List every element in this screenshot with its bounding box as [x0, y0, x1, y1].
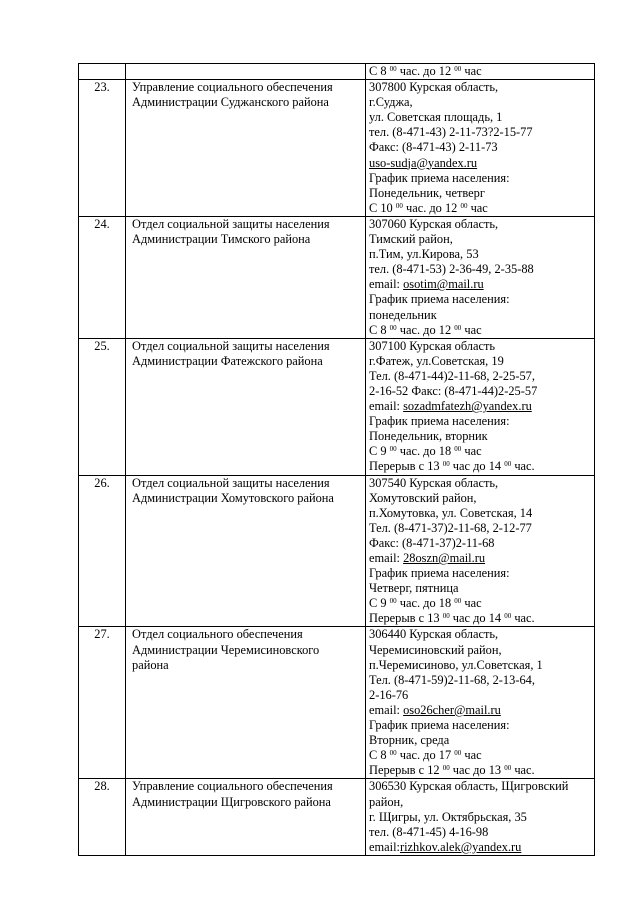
contact-info-line — [369, 491, 591, 506]
contact-text: п.Тим, ул.Кирова, 53 — [369, 247, 479, 262]
superscript-minutes: 00 — [442, 612, 450, 621]
contacts-table — [78, 63, 595, 856]
contact-info-line — [369, 643, 591, 658]
contact-text: С 10 — [369, 200, 396, 215]
contact-text: час. до 17 — [396, 748, 455, 763]
contact-text: час. до 12 — [402, 200, 461, 215]
contact-info-line — [369, 125, 591, 140]
superscript-minutes: 00 — [389, 65, 397, 73]
superscript-minutes: 00 — [454, 445, 462, 454]
contact-info-line — [369, 140, 591, 155]
table-row — [79, 216, 595, 338]
organization-name-line: Администрации Фатежского района — [132, 353, 323, 368]
contact-info-line — [369, 292, 591, 307]
contact-text: г. Щигры, ул. Октябрьская, 35 — [369, 809, 527, 824]
superscript-minutes: 00 — [454, 749, 462, 758]
organization-name-cell — [126, 64, 366, 80]
table-row — [79, 64, 595, 80]
contact-info-cell — [366, 338, 595, 475]
organization-name-line: Администрации Тимского района — [132, 232, 311, 247]
row-number-cell — [79, 627, 126, 779]
contact-text: email: — [369, 551, 404, 565]
contact-text: час до 13 — [449, 763, 505, 778]
superscript-minutes: 00 — [442, 764, 450, 773]
contact-info-line — [369, 566, 591, 581]
superscript-minutes: 00 — [504, 764, 512, 773]
contact-text: email: — [369, 702, 404, 717]
contact-info-line — [369, 369, 591, 384]
contact-text: Черемисиновский район, — [369, 642, 502, 657]
contact-info-line — [369, 596, 591, 611]
contact-text: Перерыв с 13 — [369, 611, 443, 626]
contact-text: Тел. (8-471-59)2-11-68, 2-13-64, — [369, 672, 535, 687]
row-number: 26. — [94, 475, 110, 490]
contact-text: График приема населения: — [369, 414, 510, 429]
contact-text: тел. (8-471-43) 2-11-73?2-15-77 — [369, 125, 533, 140]
row-number-cell — [79, 475, 126, 627]
organization-name-line: Управление социального обеспечения — [132, 80, 333, 95]
contact-info-line — [369, 763, 591, 778]
contact-text: тел. (8-471-53) 2-36-49, 2-35-88 — [369, 262, 534, 277]
contact-info-cell — [366, 475, 595, 627]
contact-info-cell — [366, 64, 595, 80]
contact-info-line — [369, 156, 591, 171]
superscript-minutes: 00 — [460, 201, 468, 210]
contact-info-line — [369, 384, 591, 399]
contact-text: email: — [369, 277, 404, 292]
contact-text: час. — [511, 611, 535, 626]
contact-text: С 8 — [369, 64, 390, 78]
email-link[interactable]: osotim@mail.ru — [403, 277, 484, 292]
contact-text: 2-16-76 — [369, 687, 409, 702]
table-row — [79, 338, 595, 475]
contact-text: График приема населения: — [369, 170, 510, 185]
organization-name-cell — [126, 80, 366, 217]
contact-info-line — [369, 673, 591, 688]
contact-info-line — [369, 536, 591, 551]
contact-info-line — [369, 703, 591, 718]
organization-name-line: Администрации Щигровского района — [132, 794, 331, 809]
contact-text: Тел. (8-471-37)2-11-68, 2-12-77 — [369, 520, 532, 535]
contact-text: С 9 — [369, 444, 390, 459]
contact-info-line — [369, 80, 591, 95]
superscript-minutes: 00 — [454, 65, 462, 73]
contact-text: г.Фатеж, ул.Советская, 19 — [369, 353, 504, 368]
contact-text: 306440 Курская область, — [369, 627, 499, 642]
contact-text: 306530 Курская область, Щигровский — [369, 779, 569, 794]
table-row — [79, 80, 595, 217]
contact-text: email: — [369, 399, 404, 414]
contact-text: Факс: (8-471-43) 2-11-73 — [369, 140, 498, 155]
row-number-cell — [79, 216, 126, 338]
contact-text: час до 14 — [449, 459, 505, 474]
contact-text: п.Черемисиново, ул.Советская, 1 — [369, 657, 543, 672]
superscript-minutes: 00 — [454, 597, 462, 606]
contact-info-line — [369, 201, 591, 216]
contact-info-line — [369, 581, 591, 596]
email-link[interactable]: sozadmfatezh@yandex.ru — [403, 399, 532, 414]
superscript-minutes: 00 — [389, 445, 397, 454]
contact-text: График приема населения: — [369, 566, 510, 581]
contact-text: С 9 — [369, 596, 390, 611]
contact-info-line — [369, 339, 591, 354]
contact-info-line — [369, 611, 591, 626]
contact-text: час — [461, 322, 482, 337]
contact-info-line — [369, 718, 591, 733]
superscript-minutes: 00 — [389, 749, 397, 758]
contact-info-line — [369, 95, 591, 110]
contact-text: 307540 Курская область, — [369, 475, 499, 490]
contact-info-line — [369, 521, 591, 536]
contact-text: час — [461, 64, 482, 78]
contact-info-line — [369, 232, 591, 247]
row-number-cell — [79, 80, 126, 217]
email-link[interactable]: rizhkov.alek@yandex.ru — [399, 839, 522, 854]
contact-text: час — [467, 200, 488, 215]
contact-text: г.Суджа, — [369, 95, 413, 110]
superscript-minutes: 00 — [389, 597, 397, 606]
contact-text: График приема населения: — [369, 292, 510, 307]
organization-name-cell — [126, 627, 366, 779]
superscript-minutes: 00 — [504, 460, 512, 469]
contact-text: п.Хомутовка, ул. Советская, 14 — [369, 505, 533, 520]
contact-info-line — [369, 217, 591, 232]
contact-info-line — [369, 444, 591, 459]
organization-name-line: Отдел социального обеспечения — [132, 627, 303, 642]
contact-info-line — [369, 688, 591, 703]
contact-text: Понедельник, вторник — [369, 429, 488, 444]
contact-text: понедельник — [369, 307, 437, 322]
contact-info-line — [369, 810, 591, 825]
organization-name-line: Администрации Суджанского района — [132, 95, 329, 110]
contact-info-line — [369, 429, 591, 444]
row-number: 24. — [94, 216, 110, 231]
contacts-table-body — [79, 64, 595, 856]
contact-text: 307100 Курская область — [369, 338, 496, 353]
row-number: 27. — [94, 627, 110, 642]
contact-info-line — [369, 627, 591, 642]
contact-text: Понедельник, четверг — [369, 185, 485, 200]
organization-name-line: Управление социального обеспечения — [132, 779, 333, 794]
contact-text: час. — [511, 459, 535, 474]
contact-text: 2-16-52 Факс: (8-471-44)2-25-57 — [369, 383, 538, 398]
contact-info-line — [369, 459, 591, 474]
contact-text: час — [461, 444, 482, 459]
organization-name-line: Отдел социальной защиты населения — [132, 475, 330, 490]
contact-text: час — [461, 596, 482, 611]
contact-text: Перерыв с 13 — [369, 459, 443, 474]
contact-text: График приема населения: — [369, 718, 510, 733]
contact-text: 307800 Курская область, — [369, 80, 499, 95]
organization-name-cell — [126, 338, 366, 475]
contact-info-cell — [366, 627, 595, 779]
row-number-cell — [79, 779, 126, 855]
contact-info-cell — [366, 216, 595, 338]
contact-text: час. до 18 — [396, 444, 455, 459]
email-link[interactable]: oso26cher@mail.ru — [403, 702, 501, 717]
row-number: 28. — [94, 779, 110, 794]
contact-info-line — [369, 506, 591, 521]
contact-text: Факс: (8-471-37)2-11-68 — [369, 535, 495, 550]
table-row — [79, 627, 595, 779]
organization-name-cell — [126, 779, 366, 855]
contact-text: час. до 12 — [396, 64, 455, 78]
contact-info-line — [369, 323, 591, 338]
organization-name-line: Администрации Черемисиновского — [132, 642, 320, 657]
contact-text: час — [461, 748, 482, 763]
contact-text: Вторник, среда — [369, 733, 450, 748]
contact-info-line — [369, 748, 591, 763]
contact-text: Тел. (8-471-44)2-11-68, 2-25-57, — [369, 368, 535, 383]
organization-name-cell — [126, 475, 366, 627]
email-link[interactable]: 28oszn@mail.ru — [403, 551, 486, 565]
organization-name-line: Отдел социальной защиты населения — [132, 216, 330, 231]
contact-info-line — [369, 414, 591, 429]
contact-info-line — [369, 247, 591, 262]
contact-text: Хомутовский район, — [369, 490, 477, 505]
superscript-minutes: 00 — [454, 323, 462, 332]
contact-text: Тимский район, — [369, 232, 453, 247]
contact-info-line — [369, 308, 591, 323]
contact-text: email: — [369, 839, 400, 854]
contact-info-line — [369, 186, 591, 201]
contact-info-line — [369, 262, 591, 277]
row-number: 25. — [94, 338, 110, 353]
contact-info-line — [369, 551, 591, 566]
table-row — [79, 475, 595, 627]
contact-text: Перерыв с 12 — [369, 763, 443, 778]
contact-text: час до 14 — [449, 611, 505, 626]
superscript-minutes: 00 — [442, 460, 450, 469]
contact-text: Четверг, пятница — [369, 581, 459, 596]
row-number-cell — [79, 64, 126, 80]
contact-info-line — [369, 825, 591, 840]
superscript-minutes: 00 — [395, 201, 403, 210]
contact-info-cell — [366, 779, 595, 855]
superscript-minutes: 00 — [504, 612, 512, 621]
contact-text: тел. (8-471-45) 4-16-98 — [369, 824, 489, 839]
contact-text: ул. Советская площадь, 1 — [369, 110, 503, 125]
contact-info-cell — [366, 80, 595, 217]
contact-text: час. до 18 — [396, 596, 455, 611]
superscript-minutes: 00 — [389, 323, 397, 332]
contact-text: uso-sudja@yandex.ru — [369, 155, 478, 170]
contact-text: час. — [511, 763, 535, 778]
row-number: 23. — [94, 80, 110, 95]
contact-text: 307060 Курская область, — [369, 216, 499, 231]
contact-text: час. до 12 — [396, 322, 455, 337]
contact-info-line — [369, 354, 591, 369]
organization-name-line: Администрации Хомутовского района — [132, 490, 334, 505]
contact-info-line — [369, 779, 591, 794]
contact-info-line — [369, 110, 591, 125]
contact-text: район, — [369, 794, 404, 809]
organization-name-line: района — [132, 657, 169, 672]
contact-text: С 8 — [369, 748, 390, 763]
contact-info-line — [369, 658, 591, 673]
contact-info-line — [369, 840, 591, 855]
organization-name-cell — [126, 216, 366, 338]
contact-info-line — [369, 476, 591, 491]
contact-info-line — [369, 795, 591, 810]
organization-name-line: Отдел социальной защиты населения — [132, 338, 330, 353]
contact-info-line — [369, 733, 591, 748]
contact-info-line — [369, 171, 591, 186]
row-number-cell — [79, 338, 126, 475]
contact-info-line — [369, 277, 591, 292]
contact-text: С 8 — [369, 322, 390, 337]
contact-info-line — [369, 399, 591, 414]
table-row — [79, 779, 595, 855]
contact-info-line — [369, 64, 591, 79]
